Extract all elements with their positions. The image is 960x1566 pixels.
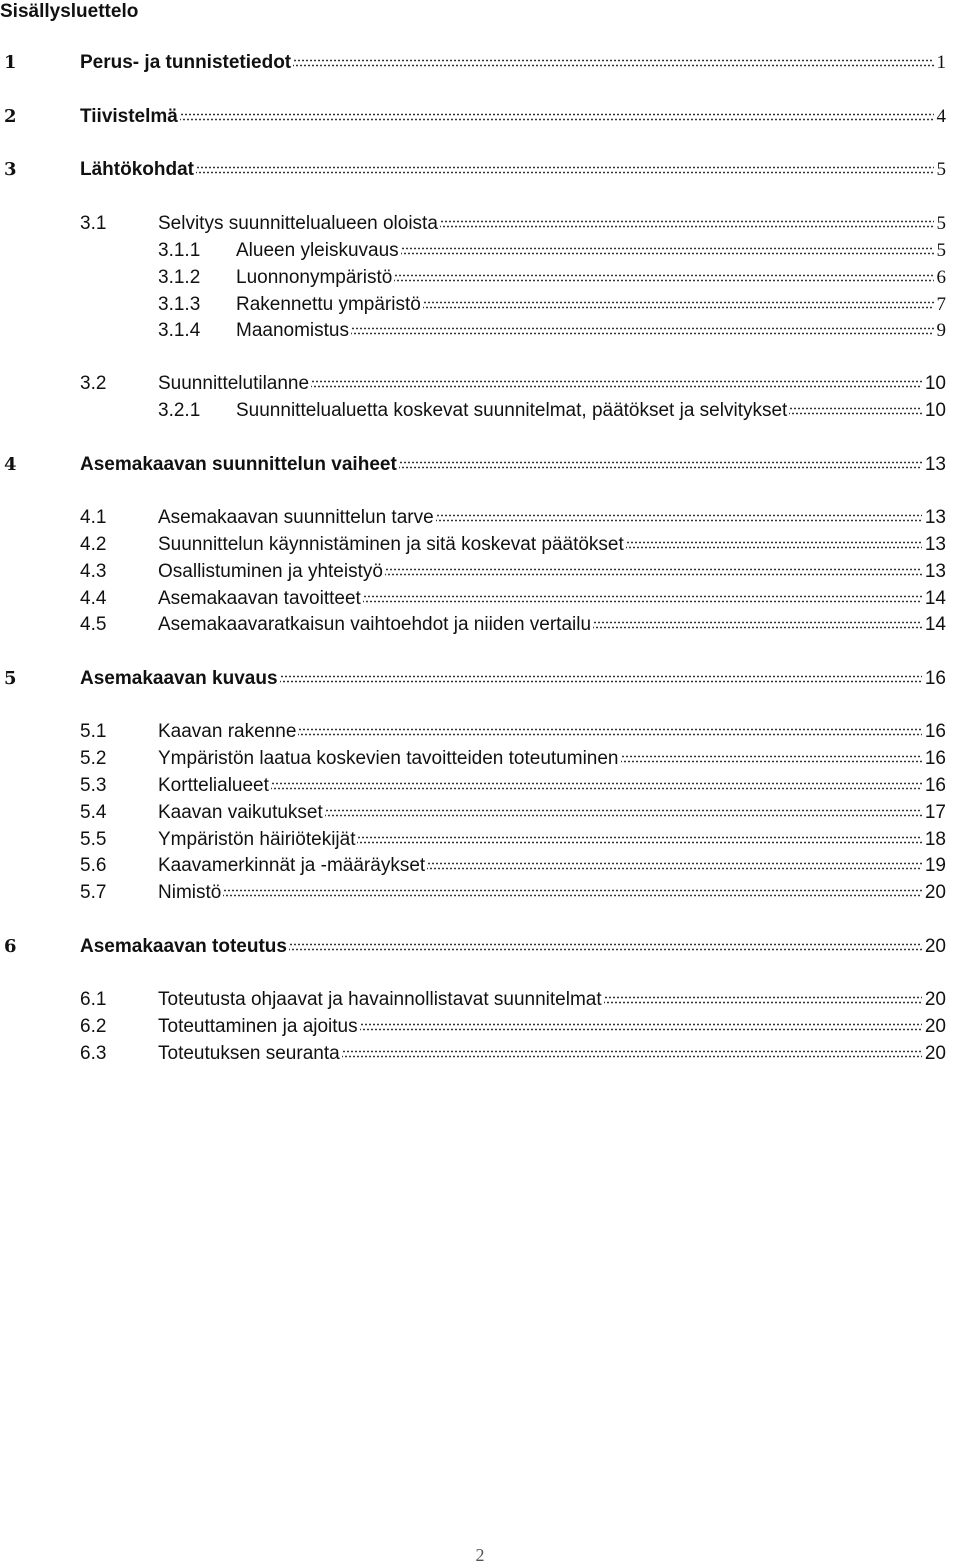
toc-entry-page: 5 xyxy=(936,213,946,234)
toc-entry[interactable] xyxy=(0,746,960,772)
toc-entry[interactable] xyxy=(0,800,960,826)
toc-entry-line xyxy=(236,238,946,264)
toc-entry-page: 18 xyxy=(924,829,946,850)
toc-entry-label: Ympäristön laatua koskevien tavoitteiden toteutuminen xyxy=(158,748,619,769)
dot-leader xyxy=(180,113,934,122)
toc-entry-number: 4.5 xyxy=(80,614,107,635)
toc-entry-page: 16 xyxy=(924,721,946,742)
toc-entry-page: 20 xyxy=(924,1043,946,1064)
toc-entry[interactable] xyxy=(0,104,960,130)
toc-entry-number: 6 xyxy=(4,936,17,957)
dot-leader xyxy=(401,247,934,256)
toc-entry-label: Suunnittelutilanne xyxy=(158,373,310,394)
toc-entry-line xyxy=(158,1041,946,1067)
toc-entry-line xyxy=(80,666,946,692)
toc-entry-line xyxy=(158,532,946,558)
toc-entry-page: 16 xyxy=(924,775,946,796)
toc-entry-line xyxy=(236,318,946,344)
toc-entry-number: 5.4 xyxy=(80,802,107,823)
toc-entry[interactable] xyxy=(0,50,960,76)
toc-entry-page: 13 xyxy=(924,534,946,555)
toc-entry-page: 20 xyxy=(924,989,946,1010)
dot-leader xyxy=(385,568,922,577)
toc-entry-number: 3.1.4 xyxy=(158,320,201,341)
toc-entry-page: 10 xyxy=(924,373,946,394)
dot-leader xyxy=(223,889,922,898)
toc-entry[interactable] xyxy=(0,612,960,638)
toc-entry-label: Tiivistelmä xyxy=(80,106,178,127)
toc-entry-page: 6 xyxy=(936,267,946,288)
toc-entry-line xyxy=(158,719,946,745)
toc-entry-label: Osallistuminen ja yhteistyö xyxy=(158,561,383,582)
toc-entry-line xyxy=(236,398,946,424)
toc-entry-label: Korttelialueet xyxy=(158,775,269,796)
toc-entry-line xyxy=(158,773,946,799)
toc-entry[interactable] xyxy=(0,318,960,344)
toc-entry-line xyxy=(158,827,946,853)
toc-entry-line xyxy=(158,612,946,638)
toc-entry-page: 1 xyxy=(936,52,946,73)
toc-entry-page: 20 xyxy=(924,936,946,957)
toc-entry-line xyxy=(80,934,946,960)
toc-entry-label: Rakennettu ympäristö xyxy=(236,294,421,315)
toc-entry[interactable] xyxy=(0,880,960,906)
toc-entry-page: 16 xyxy=(924,748,946,769)
toc-entry[interactable] xyxy=(0,211,960,237)
toc-entry-number: 5 xyxy=(4,668,17,689)
toc-entry-number: 6.3 xyxy=(80,1043,107,1064)
toc-entry-label: Asemakaavan suunnittelun vaiheet xyxy=(80,454,397,475)
toc-entry[interactable] xyxy=(0,1041,960,1067)
dot-leader xyxy=(626,541,922,550)
dot-leader xyxy=(394,274,933,283)
dot-leader xyxy=(427,862,922,871)
toc-entry[interactable] xyxy=(0,1014,960,1040)
toc-entry-line xyxy=(80,157,946,183)
toc-entry-line xyxy=(158,559,946,585)
dot-leader xyxy=(593,621,922,630)
dot-leader xyxy=(363,595,922,604)
toc-entry-label: Suunnittelualuetta koskevat suunnitelmat, päätökset ja selvitykset xyxy=(236,400,788,421)
toc-entry-line xyxy=(158,371,946,397)
page-title: Sisällysluettelo xyxy=(0,1,139,22)
toc-entry[interactable] xyxy=(0,773,960,799)
toc-entry-number: 3.2.1 xyxy=(158,400,201,421)
toc-entry-label: Asemakaavan kuvaus xyxy=(80,668,278,689)
toc-entry[interactable] xyxy=(0,827,960,853)
toc-entry-number: 4.1 xyxy=(80,507,107,528)
toc-entry[interactable] xyxy=(0,292,960,318)
toc-entry-number: 5.6 xyxy=(80,855,107,876)
toc-entry-number: 5.3 xyxy=(80,775,107,796)
dot-leader xyxy=(311,380,922,389)
toc-entry[interactable] xyxy=(0,586,960,612)
toc-entry-label: Perus- ja tunnistetiedot xyxy=(80,52,292,73)
toc-entry[interactable] xyxy=(0,987,960,1013)
dot-leader xyxy=(436,514,922,523)
toc-entry-page: 13 xyxy=(924,454,946,475)
toc-entry-line xyxy=(158,505,946,531)
toc-entry-label: Asemakaavan suunnittelun tarve xyxy=(158,507,434,528)
toc-entry-number: 1 xyxy=(4,52,17,73)
toc-entry-line xyxy=(80,452,946,478)
toc-entry-number: 3 xyxy=(4,159,17,180)
toc-entry-label: Kaavan rakenne xyxy=(158,721,297,742)
toc-entry-label: Asemakaavaratkaisun vaihtoehdot ja niiden vertailu xyxy=(158,614,592,635)
toc-entry-label: Alueen yleiskuvaus xyxy=(236,240,399,261)
toc-entry-page: 13 xyxy=(924,561,946,582)
toc-entry-label: Toteutuksen seuranta xyxy=(158,1043,340,1064)
toc-entry-label: Ympäristön häiriötekijät xyxy=(158,829,356,850)
toc-entry[interactable] xyxy=(0,853,960,879)
toc-entry-label: Toteutusta ohjaavat ja havainnollistavat suunnitelmat xyxy=(158,989,602,1010)
toc-entry-line xyxy=(158,211,946,237)
toc-entry[interactable] xyxy=(0,666,960,692)
toc-entry-page: 20 xyxy=(924,1016,946,1037)
toc-entry-line xyxy=(80,104,946,130)
toc-entry[interactable] xyxy=(0,559,960,585)
toc-entry-page: 7 xyxy=(936,294,946,315)
toc-entry-number: 3.1.2 xyxy=(158,267,201,288)
toc-entry-number: 5.7 xyxy=(80,882,107,903)
toc-entry-number: 3.2 xyxy=(80,373,107,394)
dot-leader xyxy=(298,728,921,737)
dot-leader xyxy=(351,327,934,336)
dot-leader xyxy=(271,782,922,791)
toc-entry-page: 14 xyxy=(924,614,946,635)
toc-entry-label: Luonnonympäristö xyxy=(236,267,393,288)
toc-entry-line xyxy=(158,853,946,879)
toc-entry-label: Suunnittelun käynnistäminen ja sitä koskevat päätökset xyxy=(158,534,624,555)
toc-entry-label: Nimistö xyxy=(158,882,222,903)
toc-entry-number: 2 xyxy=(4,106,17,127)
toc-entry-number: 4.3 xyxy=(80,561,107,582)
toc-entry-label: Kaavamerkinnät ja -määräykset xyxy=(158,855,426,876)
toc-entry[interactable] xyxy=(0,532,960,558)
toc-entry[interactable] xyxy=(0,505,960,531)
toc-entry-line xyxy=(236,265,946,291)
toc-entry-number: 3.1.1 xyxy=(158,240,201,261)
toc-entry[interactable] xyxy=(0,398,960,424)
toc-entry-label: Maanomistus xyxy=(236,320,349,341)
toc-entry-label: Kaavan vaikutukset xyxy=(158,802,323,823)
dot-leader xyxy=(621,755,922,764)
dot-leader xyxy=(289,943,922,952)
toc-entry-label: Asemakaavan tavoitteet xyxy=(158,588,361,609)
dot-leader xyxy=(440,220,934,229)
toc-entry-number: 6.2 xyxy=(80,1016,107,1037)
toc-entry-number: 5.1 xyxy=(80,721,107,742)
toc-entry-line xyxy=(158,800,946,826)
toc-entry-number: 3.1 xyxy=(80,213,107,234)
toc-entry-page: 14 xyxy=(924,588,946,609)
toc-entry-page: 4 xyxy=(936,106,946,127)
toc-entry-line xyxy=(158,746,946,772)
page-number: 2 xyxy=(475,1545,485,1565)
toc-entry-number: 4.2 xyxy=(80,534,107,555)
toc-entry-page: 19 xyxy=(924,855,946,876)
toc-entry-line xyxy=(158,1014,946,1040)
toc-entry-label: Asemakaavan toteutus xyxy=(80,936,287,957)
toc-entry-number: 3.1.3 xyxy=(158,294,201,315)
dot-leader xyxy=(360,1023,922,1032)
toc-entry-number: 6.1 xyxy=(80,989,107,1010)
toc-entry[interactable] xyxy=(0,452,960,478)
toc-entry-number: 5.5 xyxy=(80,829,107,850)
dot-leader xyxy=(357,836,921,845)
toc-entry-line xyxy=(158,880,946,906)
dot-leader xyxy=(342,1050,922,1059)
toc-entry-page: 10 xyxy=(924,400,946,421)
toc-entry[interactable] xyxy=(0,238,960,264)
dot-leader xyxy=(196,166,934,175)
toc-entry-page: 17 xyxy=(924,802,946,823)
dot-leader xyxy=(293,59,933,68)
toc-entry[interactable] xyxy=(0,157,960,183)
toc-entry-page: 13 xyxy=(924,507,946,528)
dot-leader xyxy=(399,461,922,470)
toc-entry-line xyxy=(158,987,946,1013)
toc-entry-page: 5 xyxy=(936,159,946,180)
toc-entry-label: Lähtökohdat xyxy=(80,159,194,180)
toc-entry-number: 4 xyxy=(4,454,17,475)
toc-entry-number: 4.4 xyxy=(80,588,107,609)
dot-leader xyxy=(604,996,922,1005)
dot-leader xyxy=(325,809,922,818)
dot-leader xyxy=(280,675,922,684)
toc-entry[interactable] xyxy=(0,371,960,397)
toc-entry[interactable] xyxy=(0,265,960,291)
toc-entry-page: 5 xyxy=(936,240,946,261)
toc-entry-label: Selvitys suunnittelualueen oloista xyxy=(158,213,438,234)
toc-entry-line xyxy=(236,292,946,318)
toc-entry-line xyxy=(80,50,946,76)
toc-entry[interactable] xyxy=(0,719,960,745)
toc-entry-label: Toteuttaminen ja ajoitus xyxy=(158,1016,358,1037)
toc-entry[interactable] xyxy=(0,934,960,960)
toc-entry-page: 9 xyxy=(936,320,946,341)
toc-entry-page: 16 xyxy=(924,668,946,689)
toc-entry-line xyxy=(158,586,946,612)
dot-leader xyxy=(789,407,922,416)
toc-entry-page: 20 xyxy=(924,882,946,903)
toc-entry-number: 5.2 xyxy=(80,748,107,769)
dot-leader xyxy=(423,301,934,310)
